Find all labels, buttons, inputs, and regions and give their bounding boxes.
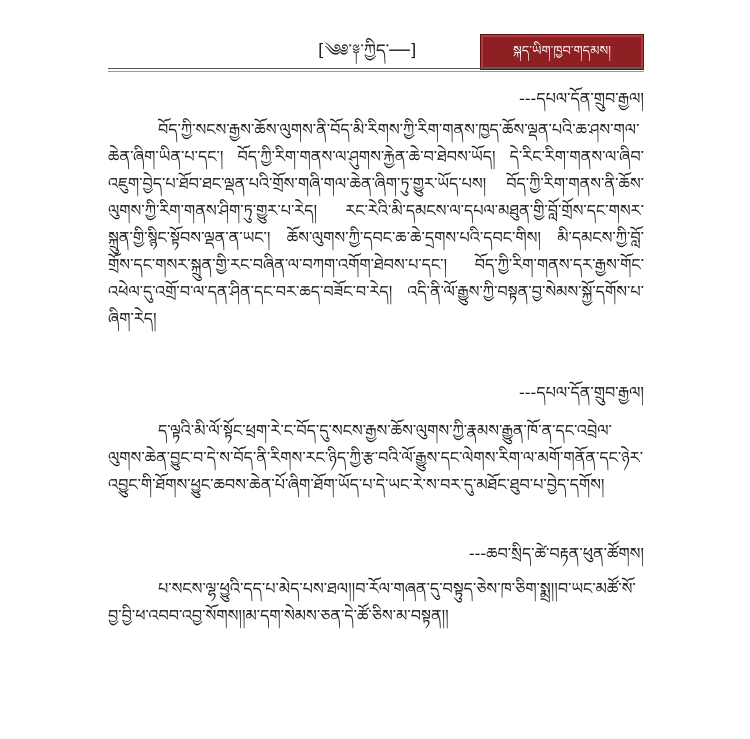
attribution-2: ---དཔལ་དོན་གྲུབ་རྒྱལ། [519,383,644,402]
attribution-3: ---ཆབ་སྲིད་ཚེ་བརྟན་ཕུན་ཚོགས། [468,544,644,563]
paragraph-1: བོད་ཀྱི་སངས་རྒྱས་ཆོས་ལུགས་ནི་བོད་མི་རིགས་ཀྱི་རིག་གནས་ཁྱད་ཆོས་ལྡན་པའི་ཆ་ཤས་གལ་ཆེན་ཞིག་ཡིན་པ་དང་། བོད་ཀྱི་རིག་གནས་ལ་ཤུགས་རྐྱེན་ཆེ་བ་ཐེབས་ཡོད། དེ་རིང་རིག་གནས་ལ་ཞིབ་འཇུག་བྱེད་པ་ཐོབ་ཐང་ལྡན་པའི་གྲོས་གཞི་གལ་ཆེན་ཞིག་ཏུ་གྱུར་ཡོད་པས། བོད་ཀྱི་རིག་གནས་ནི་ཆོས་ལུགས་ཀྱི་རིག་གནས་ཤིག་ཏུ་གྱུར་པ་རེད། རང་རེའི་མི་དམངས་ལ་དཔལ་མཐུན་གྱི་བློ་གྲོས་དང་གསར་སྐྲུན་གྱི་སྙིང་སྟོབས་ལྡན་ན་ཡང་། ཆོས་ལུགས་ཀྱི་དབང་ཆ་ཆེ་དྲགས་པའི་དབང་གིས། མི་དམངས་ཀྱི་བློ་གྲོས་དང་གསར་སྐྲུན་གྱི་རང་བཞིན་ལ་བཀག་འགོག་ཐེབས་པ་དང་། བོད་ཀྱི་རིག་གནས་དར་རྒྱས་གོང་འཕེལ་དུ་འགྲོ་བ་ལ་དན་ཤིན་དང་བར་ཆད་བཟོང་བ་རེད། འདི་ནི་ལོ་རྒྱུས་ཀྱི་བསྟན་བྱ་སེམས་སྐྱོ་དགོས་པ་ཞིག་རེད། [108,120,644,328]
page-header [108,34,644,74]
header-rule-secondary [108,71,644,72]
paragraph-3: པ་སངས་ལྷ་ཕྱུའི་དད་པ་མེད་པས་ཐལ།།བ་རོལ་གཞན་དུ་བསྟུད་ཅེས་ཁ་ཅིག་སྨྲ།།བ་ཡང་མཚོ་སོ་བྱ་བྱི་ཕ་འབབ་འབྱ་སོགས།།མ་དག་སེམས་ཅན་དེ་ཚོ་ཅིས་མ་བསྟན།། [108,579,636,625]
header-ornament: [༄༅་༈་ཀྱིད་──] [318,41,417,61]
section-title-box: སྐད་ཡིག་ཁྱབ་གདམས། [480,34,644,70]
attribution-1: ---དཔལ་དོན་གྲུབ་རྒྱལ། [519,89,644,108]
header-rule [108,68,644,69]
paragraph-2: ད་ལྟའི་མི་ལོ་སྟོང་ཕྲག་རེ་ང་བོད་དུ་སངས་རྒྱས་ཆོས་ལུགས་ཀྱི་རྣམས་རྒྱུན་ཁོ་ན་དང་འབྲེལ་ལུགས་ཆེན་བྱུང་བ་དེ་ས་བོད་ནི་རིགས་རང་ཉིད་ཀྱི་རྩ་བའི་ལོ་རྒྱུས་དང་ལེགས་རིག་ལ་མགོ་གནོན་དང་ཉེར་འབྱུང་གི་ཐོགས་ཕྱུང་ཆབས་ཆེན་པོ་ཞིག་ཐོག་ཡོད་པ་དེ་ཡང་རེ་ས་བར་དུ་མཐོང་ཐུབ་པ་བྱེད་དགོས། [108,421,644,494]
